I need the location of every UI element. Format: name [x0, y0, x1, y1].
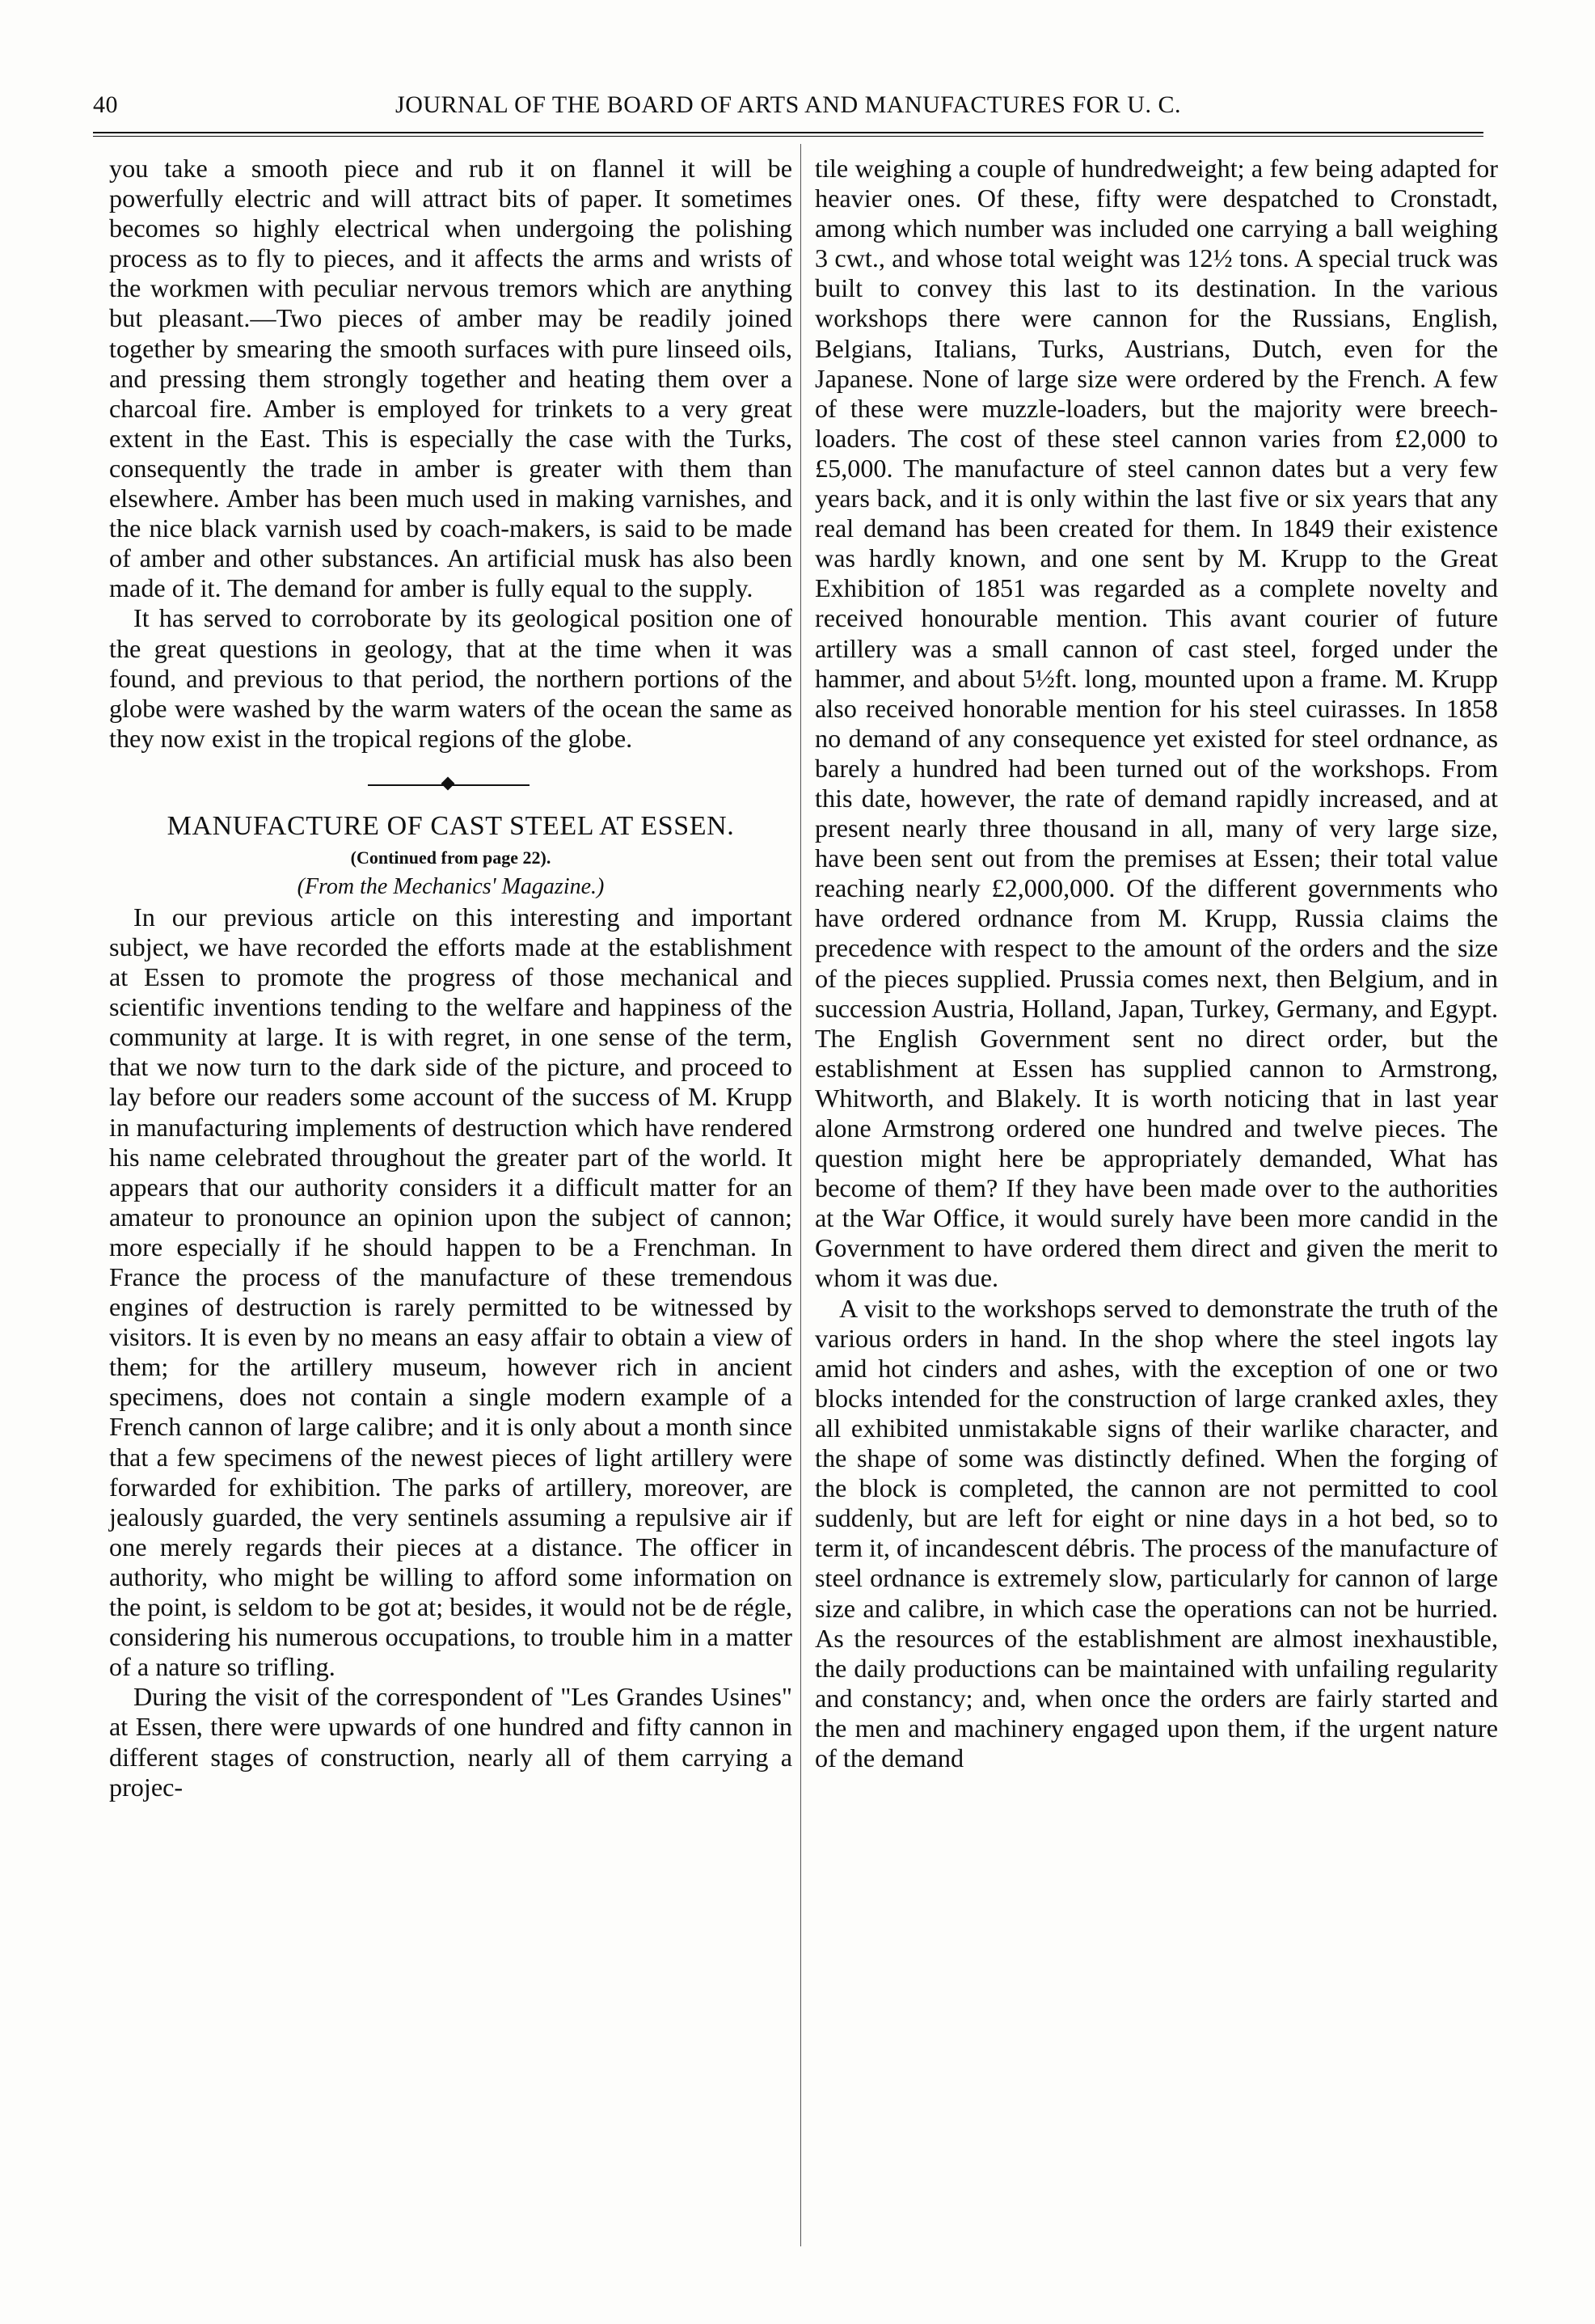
continued-note: (Continued from page 22).	[350, 847, 551, 868]
running-head	[93, 87, 1483, 123]
separator-ornament-icon	[441, 776, 455, 790]
article-paragraph-2: During the visit of the correspondent of "Les Grandes Usines" at Essen, there were upwards of one hundred and fifty cannon in different stages of construction, nearly all of them carrying a projec-	[109, 1682, 792, 1802]
article-paragraph-1: In our previous article on this interesting and important subject, we have recorded the efforts made at the establishment at Essen to promote the progress of those mechanical and scientific inventions tending to the welfare and happiness of the community at large. It is with regret, in one sense of the term, that we now turn to the dark side of the picture, and proceed to lay before our readers some account of the success of M. Krupp in manufacturing implements of destruction which have rendered his name celebrated throughout the greater part of the world. It appears that our authority considers it a difficult matter for an amateur to pronounce an opinion upon the subject of cannon; more especially if he should happen to be a Frenchman. In France the process of the manufacture of these tremendous engines of destruction is rarely permitted to be witnessed by visitors. It is even by no means an easy affair to obtain a view of them; for the artillery museum, however rich in ancient specimens, does not contain a single modern example of a French cannon of large calibre; and it is only about a month since that a few specimens of the newest pieces of light artillery were forwarded for exhibition. The parks of artillery, moreover, are jealously guarded, the very sentinels assuming a repulsive air if one merely regards their pieces at a distance. The officer in authority, who might be willing to afford some information on the point, is seldom to be got at; besides, it would not be de régle, considering his numerous occupations, to trouble him in a matter of a nature so trifling.	[109, 902, 792, 1682]
right-column	[815, 154, 1498, 1773]
article-paragraph-4: A visit to the workshops served to demonstrate the truth of the various orders in hand. In the shop where the steel ingots lay amid hot cinders and ashes, with the exception of one or two blocks intended for the construction of large cranked axles, they all exhibited unmistakable signs of their warlike character, and the shape of some was distinctly defined. When the forging of the block is completed, the cannon are not permitted to cool suddenly, but are left for eight or nine days in a hot bed, so to term it, of incandescent débris. The process of the manufacture of steel ordnance is extremely slow, particularly for cannon of large size and calibre, in which case the operations can not be hurried. As the resources of the establishment are almost inexhaustible, the daily productions can be maintained with unfailing regularity and constancy; and, when once the orders are fairly started and the men and machinery engaged upon them, if the urgent nature of the demand	[815, 1293, 1498, 1773]
journal-title: JOURNAL OF THE BOARD OF ARTS AND MANUFACTURES FOR U. C.	[395, 91, 1181, 118]
page-number: 40	[93, 91, 118, 118]
article-title: MANUFACTURE OF CAST STEEL AT ESSEN.	[167, 810, 735, 841]
left-column	[109, 154, 792, 1802]
column-divider	[800, 144, 801, 2246]
article-paragraph-3: tile weighing a couple of hundredweight; a few being adapted for heavier ones. Of these, fifty were despatched to Cronstadt, among which number was included one carrying a ball weighing 3 cwt., and whose total weight was 12½ tons. A special truck was built to convey this last to its destination. In the various workshops there were cannon for the Russians, English, Belgians, Italians, Turks, Austrians, Dutch, even for the Japanese. None of large size were ordered by the French. A few of these were muzzle-loaders, but the majority were breech-loaders. The cost of these steel cannon varies from £2,000 to £5,000. The manufacture of steel cannon dates but a very few years back, and it is only within the last five or six years that any real demand has been created for them. In 1849 their existence was hardly known, and one sent by M. Krupp to the Great Exhibition of 1851 was regarded as a complete novelty and received honourable mention. This avant courier of future artillery was a small cannon of cast steel, forged under the hammer, and about 5½ft. long, mounted upon a frame. M. Krupp also received honorable mention for his steel cuirasses. In 1858 no demand of any consequence yet existed for steel ordnance, as barely a hundred had been turned out of the workshops. From this date, however, the rate of demand rapidly increased, and at present nearly three thousand in all, many of very large size, have been sent out from the premises at Essen; their total value reaching nearly £2,000,000. Of the different governments who have ordered ordnance from M. Krupp, Russia claims the precedence with respect to the amount of the orders and the size of the pieces supplied. Prussia comes next, then Belgium, and in succession Austria, Holland, Japan, Turkey, Germany, and Egypt. The English Government sent no direct order, but the establishment at Essen has supplied cannon to Armstrong, Whitworth, and Blakely. It is worth noticing that in last year alone Armstrong ordered one hundred and twelve pieces. The question might here be appropriately demanded, What has become of them? If they have been made over to the authorities at the War Office, it would surely have been more candid in the Government to have ordered them direct and given the merit to whom it was due.	[815, 154, 1498, 1293]
amber-paragraph-1: you take a smooth piece and rub it on flannel it will be powerfully electric and will attract bits of paper. It sometimes becomes so highly electrical when undergoing the polishing process as to fly to pieces, and it affects the arms and wrists of the workmen with peculiar nervous tremors which are anything but pleasant.—Two pieces of amber may be readily joined together by smearing the smooth surfaces with pure linseed oils, and pressing them strongly together and heating them over a charcoal fire. Amber is employed for trinkets to a very great extent in the East. This is especially the case with the Turks, consequently the trade in amber is greater with them than elsewhere. Amber has been much used in making varnishes, and the nice black varnish used by coach-makers, is said to be made of amber and other substances. An artificial musk has also been made of it. The demand for amber is fully equal to the supply.	[109, 154, 792, 603]
header-rule	[93, 132, 1483, 137]
section-separator	[109, 760, 792, 809]
amber-paragraph-2: It has served to corroborate by its geological position one of the great questions in geology, that at the time when it was found, and previous to that period, the northern portions of the globe were washed by the warm waters of the ocean the same as they now exist in the tropical regions of the globe.	[109, 603, 792, 753]
source-note: (From the Mechanics' Magazine.)	[297, 873, 605, 899]
